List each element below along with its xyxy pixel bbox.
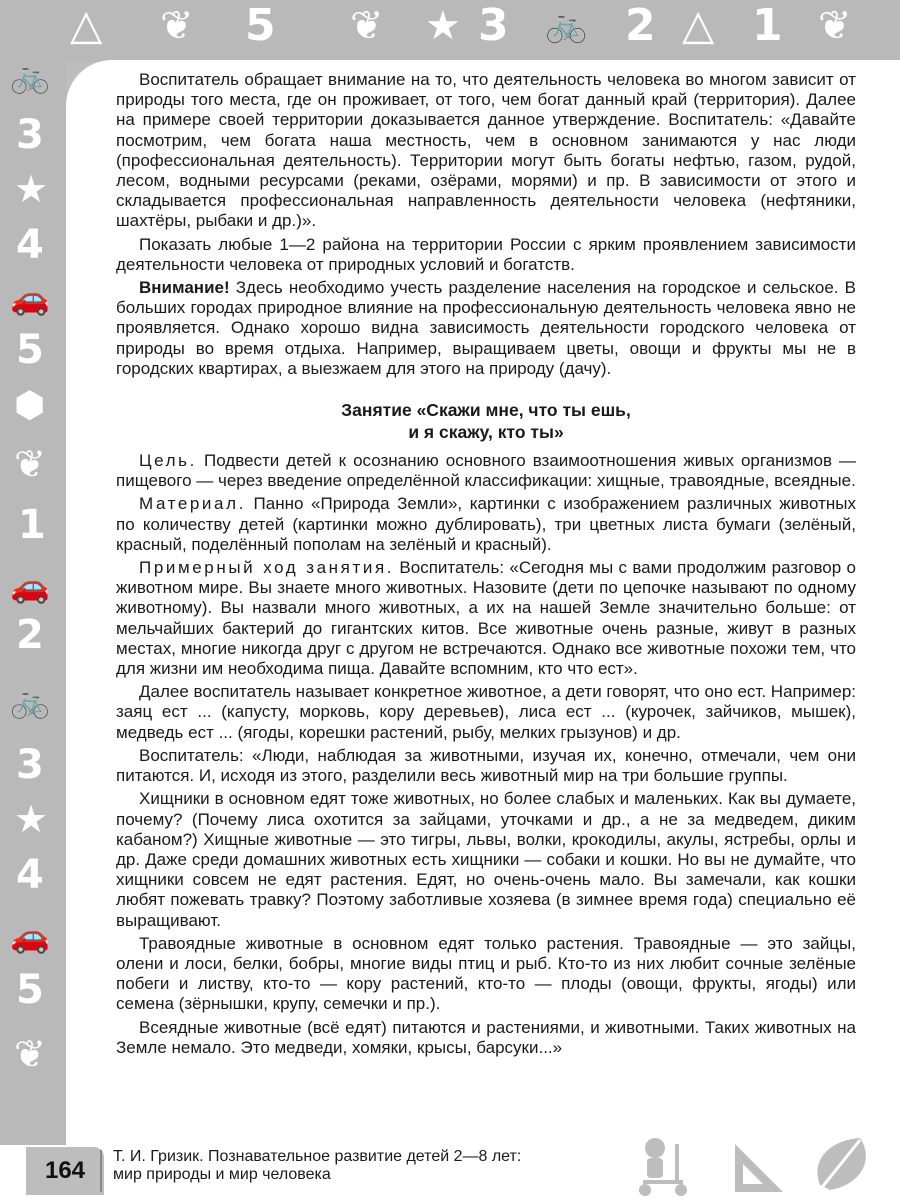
star-icon: ★ — [425, 3, 461, 49]
car-icon: 🚗 — [10, 567, 50, 605]
car-icon: 🚗 — [10, 917, 50, 955]
paragraph: Показать любые 1—2 района на территории России с ярким проявлением зависимости деятельности человека от природных условий и богатств. — [116, 234, 856, 274]
triangle-icon: △ — [70, 0, 103, 49]
paragraph-material — [116, 494, 856, 555]
digit-icon: 2 — [16, 612, 44, 658]
paragraph-course — [116, 558, 856, 679]
paragraph: Хищники в основном едят тоже животных, но более слабых и маленьких. Как вы думаете, почему? (Почему лиса охотится за зайцами, уточками и др., а не за медведем, диким кабаном?) Хищные животные — это тигры, львы, волки, крокодилы, акулы, ястребы, орлы и др. Даже среди домашних животных есть хищники — собаки и кошки. Но вы не думайте, что хищники совсем не едят растения. Едят, но очень-очень мало. Вы замечали, как кошки любят пожевать травку? Поэтому заботливые хозяева (в зимнее время года) специально её выращивают. — [116, 789, 856, 930]
attention-text: Здесь необходимо учесть разделение населения на городское и сельское. В больших городах природное влияние на профессиональную деятельность человека явно не проявляется. Однако хорошо видна зависимость деятельности городского человека от природы во время отдыха. Например, выращиваем цветы, овощи и фрукты мы не в городских квартирах, а выезжаем для этого на природу (дачу). — [116, 278, 856, 378]
digit-icon: 5 — [16, 327, 44, 373]
footer-decorations — [625, 1130, 895, 1200]
paragraph: Далее воспитатель называет конкретное животное, а дети говорят, что оно ест. Например: заяц ест ... (капусту, морковь, кору деревьев), лиса ест ... (курочек, зайчиков, мышек), медведь ест ... (ягоды, корешки растений, рыбу, мелких грызунов) и др. — [116, 682, 856, 742]
star-icon: ★ — [14, 167, 49, 211]
lesson-title-line1: Занятие «Скажи мне, что ты ешь, — [341, 400, 631, 421]
digit-icon: 1 — [752, 0, 783, 51]
digit-icon: 3 — [16, 112, 44, 158]
left-decorative-border — [0, 0, 66, 1200]
material-label: Материал. — [139, 494, 246, 514]
paragraph-goal — [116, 451, 856, 491]
cube-icon: ⬢ — [14, 385, 46, 426]
digit-icon: 3 — [16, 742, 44, 788]
footer-citation-line2: мир природы и мир человека — [113, 1166, 331, 1183]
paragraph-attention — [116, 278, 856, 379]
digit-icon: 3 — [478, 0, 509, 51]
leaf-icon: ❦ — [14, 1032, 46, 1076]
triangle-ruler-icon — [735, 1144, 783, 1192]
footer-divider — [100, 1150, 102, 1192]
paragraph: Воспитатель обращает внимание на то, что деятельность человека во многом зависит от природы того места, где он проживает, от того, чем богат данный край (территория). Далее на примере своей территории доказывается данное утверждение. Воспитатель: «Давайте посмотрим, чем богата наша местность, чем в основном занимаются у нас люди (профессиональная деятельность). Территории могут быть богаты нефтью, газом, рудой, лесом, водными ресурсами (реками, озёрами, морями) и пр. В зависимости от этого и складывается профессиональная направленность деятельности человека (нефтяники, шахтёры, рыбаки и др.)». — [116, 70, 856, 231]
paragraph: Всеядные животные (всё едят) питаются и растениями, и животными. Таких животных на Земле немало. Это медведи, хомяки, крысы, барсуки...» — [116, 1017, 856, 1057]
page-number: 164 — [26, 1147, 104, 1195]
lesson-title-line2: и я скажу, кто ты» — [408, 422, 564, 443]
scooter-icon: 🚲 — [545, 5, 588, 45]
scooter-icon: 🚲 — [10, 57, 50, 95]
leaf-icon — [815, 1138, 866, 1196]
material-text: Панно «Природа Земли», картинки с изображением различных животных по количеству детей (картинки можно дублировать), три цветных листа бумаги (зелёный, красный, поделённый пополам на зелёный и красный). — [116, 494, 856, 554]
star-icon: ★ — [14, 797, 49, 841]
paragraph: Воспитатель: «Люди, наблюдая за животными, изучая их, конечно, отмечали, чем они питаются. И, исходя из этого, разделили весь животный мир на три большие группы. — [116, 745, 856, 786]
course-label: Примерный ход занятия. — [139, 558, 395, 578]
leaf-icon: ❦ — [350, 3, 384, 49]
digit-icon: 4 — [16, 852, 44, 898]
digit-icon: 5 — [16, 967, 44, 1013]
digit-icon: 5 — [245, 0, 276, 51]
leaf-icon: ❦ — [14, 442, 46, 486]
digit-icon: 2 — [625, 0, 656, 51]
attention-label: Внимание! — [139, 278, 230, 298]
lesson-title — [116, 399, 856, 443]
paragraph: Травоядные животные в основном едят только растения. Травоядные — это зайцы, олени и лоси, белки, бобры, многие виды птиц и рыб. Кто-то из них любит сочные зелёные побеги и листву, кто-то — кору растений, кто-то — плоды (овощи, фрукты, ягоды) или семена (зёрнышки, крупу, семечки и пр.). — [116, 933, 856, 1014]
course-text: Воспитатель: «Сегодня мы с вами продолжим разговор о животном мире. Вы знаете много животных. Назовите (дети по цепочке называют по одному животному). Вы назвали много животных, а их на нашей Земле значительно больше: от мельчайших бактерий до гигантских китов. Все животные очень разные, живут в разных местах, многие никогда друг с другом не встречаются. Однако все животные похожи тем, что для жизни им необходима пища. Давайте вспомним, кто что ест». — [116, 558, 856, 679]
digit-icon: 1 — [18, 502, 46, 548]
goal-text: Подвести детей к осознанию основного взаимоотношения живых организмов — пищевого — через введение определённой классификации: хищные, травоядные, всеядные. — [116, 451, 856, 491]
scooter-icon: 🚲 — [10, 682, 50, 720]
footer-citation-line1: Т. И. Гризик. Познавательное развитие детей 2—8 лет: — [113, 1148, 522, 1165]
leaf-icon: ❦ — [818, 3, 852, 49]
car-icon: 🚗 — [10, 279, 50, 317]
page-sheet — [66, 60, 900, 1145]
scooter-kid-icon — [639, 1138, 687, 1196]
goal-label: Цель. — [139, 451, 197, 471]
footer-citation — [113, 1148, 521, 1184]
leaf-icon: ❦ — [160, 3, 194, 49]
triangle-icon: △ — [682, 0, 715, 49]
page-body — [116, 70, 856, 1058]
digit-icon: 4 — [16, 222, 44, 268]
top-decorative-border — [0, 0, 900, 62]
